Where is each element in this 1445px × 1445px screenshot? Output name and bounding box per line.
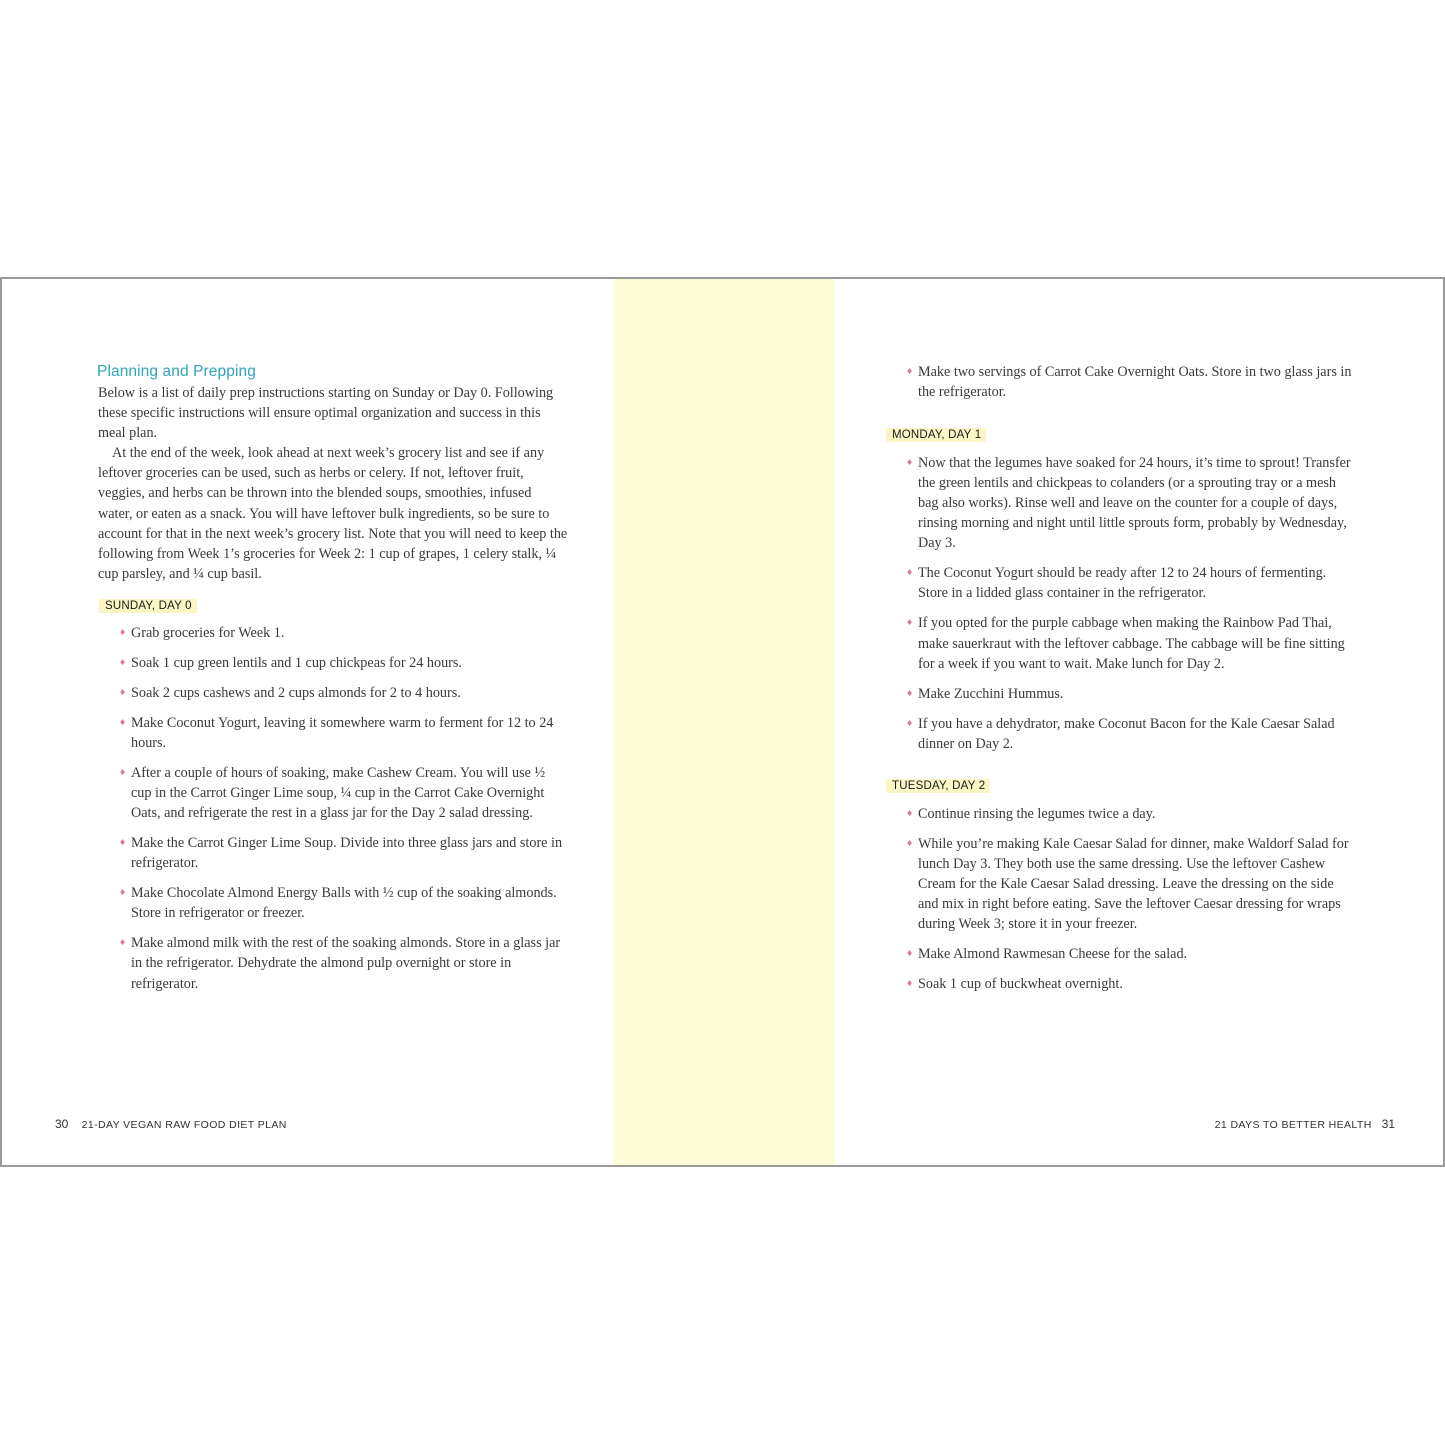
list-item-text: Make the Carrot Ginger Lime Soup. Divide into three glass jars and store in refrigerator. [131,835,563,872]
tuesday-step-list [906,804,1356,1004]
list-item [119,713,569,753]
diamond-bullet-icon: ♦ [906,688,914,698]
list-item [906,613,1356,673]
diamond-bullet-icon: ♦ [119,768,127,778]
list-item [119,623,569,643]
center-gutter [614,279,835,1165]
list-item-text: Soak 2 cups cashews and 2 cups almonds for 2 to 4 hours. [131,684,461,701]
diamond-bullet-icon: ♦ [906,568,914,578]
diamond-bullet-icon: ♦ [906,618,914,628]
diamond-bullet-icon: ♦ [906,458,914,467]
page-number: 31 [1381,1117,1395,1131]
diamond-bullet-icon: ♦ [119,888,127,898]
diamond-bullet-icon: ♦ [906,949,914,959]
sunday-step-list [119,623,569,1004]
day-heading-sunday: SUNDAY, DAY 0 [99,599,197,613]
running-title: 21-DAY VEGAN RAW FOOD DIET PLAN [81,1119,287,1131]
list-item [906,563,1356,603]
running-title: 21 DAYS TO BETTER HEALTH [1214,1119,1372,1131]
left-folio [55,1117,287,1131]
list-item [906,834,1356,934]
list-item-text: Soak 1 cup of buckwheat overnight. [918,976,1123,993]
list-item [906,453,1356,553]
list-item-text: Make almond milk with the rest of the soaking almonds. Store in a glass jar in the refrigerator. Dehydrate the almond pulp overnight or store in refrigerator. [131,935,561,992]
list-item-text: If you opted for the purple cabbage when making the Rainbow Pad Thai, make sauerkraut with the leftover cabbage. The cabbage will be fine sitting for a week if you want to wait. Make lunch for Day 2. [918,615,1345,672]
list-item-text: Make Coconut Yogurt, leaving it somewhere warm to ferment for 12 to 24 hours. [131,714,554,752]
list-item-text: The Coconut Yogurt should be ready after 12 to 24 hours of fermenting. Store in a lidded glass container in the refrigerator. [918,565,1327,602]
day-heading-tuesday: TUESDAY, DAY 2 [886,779,990,793]
list-item [119,683,569,703]
intro-paragraph: At the end of the week, look ahead at next week’s grocery list and see if any leftover groceries can be used, such as herbs or celery. If not, leftover fruit, veggies, and herbs can be thrown into the blended soups, smoothies, infused water, or eaten as a snack. You will have leftover bulk ingredients, so be sure to account for that in the next week’s grocery list. Note that you will need to keep the following from Week 1’s groceries for Week 2: 1 cup of grapes, 1 celery stalk, ¼ cup parsley, and ¼ cup basil. [98,445,568,582]
sunday-step-list-continued [906,362,1356,412]
list-item [906,362,1356,402]
list-item [119,653,569,673]
list-item-text: Make two servings of Carrot Cake Overnight Oats. Store in two glass jars in the refrigerator. [918,364,1352,401]
list-item [119,833,569,873]
list-item [906,974,1356,994]
list-item-text: Make Almond Rawmesan Cheese for the salad. [918,946,1188,963]
section-title: Planning and Prepping [97,363,256,380]
diamond-bullet-icon: ♦ [906,367,914,376]
day-heading-monday: MONDAY, DAY 1 [886,428,986,442]
diamond-bullet-icon: ♦ [906,838,914,848]
page-number: 30 [55,1117,69,1131]
diamond-bullet-icon: ♦ [906,718,914,728]
list-item [119,933,569,993]
list-item-text: Make Zucchini Hummus. [918,685,1064,702]
intro-text [98,383,568,584]
list-item-text: Now that the legumes have soaked for 24 hours, it’s time to sprout! Transfer the green lentils and chickpeas to colanders (or a sprouting tray or a mesh bag also works). Rinse well and leave on the counter for a couple of days, rinsing morning and night until little sprouts form, probably by Wednesday, Day 3. [918,455,1351,552]
diamond-bullet-icon: ♦ [906,809,914,818]
list-item [906,684,1356,704]
list-item [906,804,1356,824]
left-page [2,279,614,1165]
book-spread [0,277,1445,1167]
right-folio [1215,1117,1395,1131]
list-item [119,883,569,923]
list-item-text: Grab groceries for Week 1. [131,625,285,641]
diamond-bullet-icon: ♦ [119,657,127,667]
list-item [906,944,1356,964]
list-item-text: While you’re making Kale Caesar Salad for dinner, make Waldorf Salad for lunch Day 3. They both use the same dressing. Use the leftover Cashew Cream for the Kale Caesar Salad dressing. Leave the dressing on the side and mix in right before eating. Save the leftover Caesar dressing for wraps during Week 3; store it in your freezer. [918,835,1349,933]
intro-paragraph: Below is a list of daily prep instructions starting on Sunday or Day 0. Following these specific instructions will ensure optimal organization and success in this meal plan. [98,385,554,442]
diamond-bullet-icon: ♦ [119,628,127,637]
list-item-text: Soak 1 cup green lentils and 1 cup chickpeas for 24 hours. [131,654,462,671]
diamond-bullet-icon: ♦ [119,687,127,697]
diamond-bullet-icon: ♦ [119,938,127,948]
list-item [906,714,1356,754]
list-item [119,763,569,823]
right-page [835,279,1443,1165]
list-item-text: After a couple of hours of soaking, make Cashew Cream. You will use ½ cup in the Carrot Ginger Lime soup, ¼ cup in the Carrot Cake Overnight Oats, and refrigerate the rest in a glass jar for the Day 2 salad dressing. [131,765,546,822]
list-item-text: If you have a dehydrator, make Coconut Bacon for the Kale Caesar Salad dinner on Day 2. [918,715,1335,752]
diamond-bullet-icon: ♦ [119,717,127,727]
list-item-text: Make Chocolate Almond Energy Balls with ½ cup of the soaking almonds. Store in refrigerator or freezer. [131,885,557,922]
monday-step-list [906,453,1356,764]
list-item-text: Continue rinsing the legumes twice a day. [918,806,1156,822]
diamond-bullet-icon: ♦ [119,838,127,848]
diamond-bullet-icon: ♦ [906,979,914,989]
